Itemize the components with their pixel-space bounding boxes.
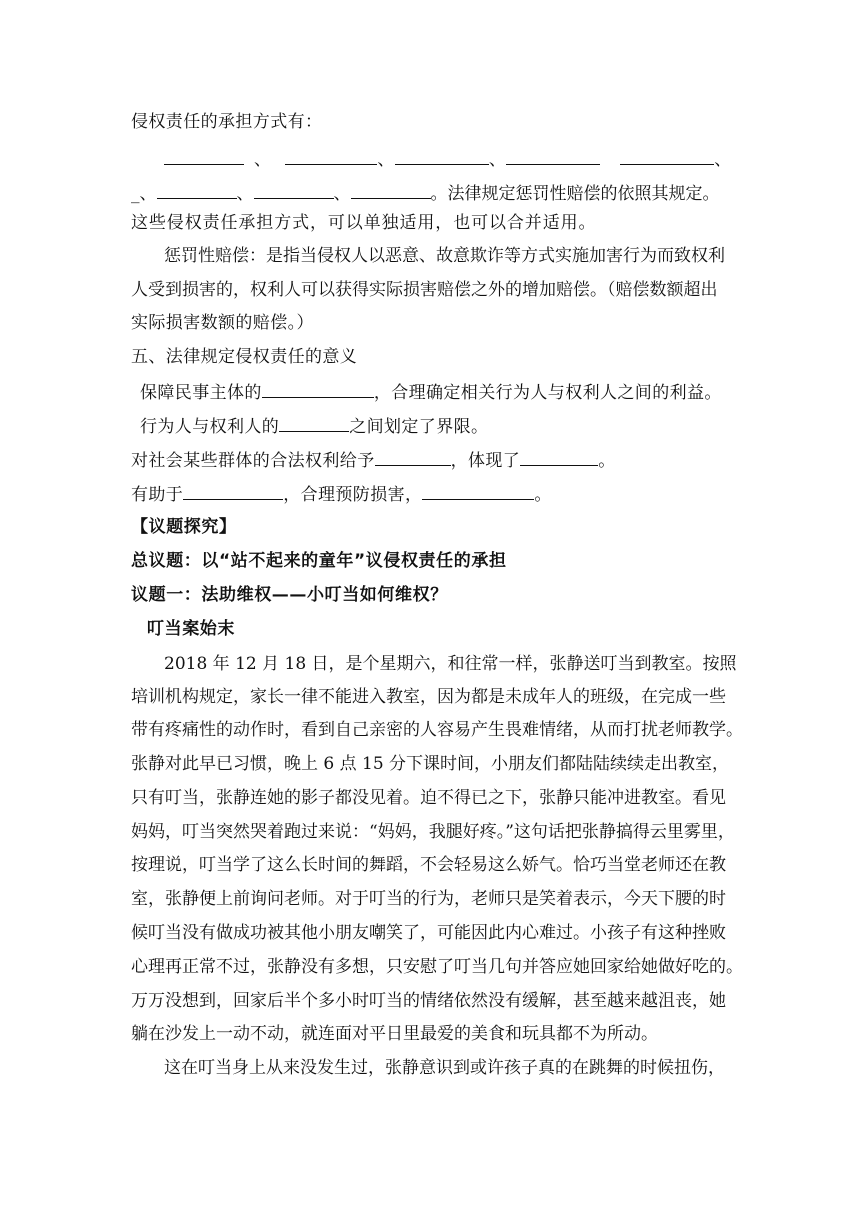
story-line: 2018 年 12 月 18 日，是个星期六，和往常一样，张静送叮当到教室。按照 [164,654,737,674]
item-text: 有助于 [131,485,184,505]
story-line: 只有叮当，张静连她的影子都没见着。迫不得已之下，张静只能冲进教室。看见 [131,788,726,808]
story-line: 培训机构规定，家长一律不能进入教室，因为都是未成年人的班级，在完成一些 [131,687,726,707]
punitive-definition-line-2: 人受到损害的，权利人可以获得实际损害赔偿之外的增加赔偿。（赔偿数额超出 [131,280,718,300]
inquiry-label: 【议题探究】 [131,517,237,537]
story-line: 心理再正常不过，张静没有多想，只安慰了叮当几句并答应她回家给她做好吃的。 [131,957,743,977]
item-text: 。 [598,451,616,471]
significance-item-3 [131,448,616,472]
answer-blank[interactable] [279,414,349,432]
item-text: ，合理确定相关行为人与权利人之间的利益。 [373,383,722,403]
story-line: 按理说，叮当学了这么长时间的舞蹈，不会轻易这么娇气。恰巧当堂老师还在教 [131,855,726,875]
answer-blank[interactable] [520,448,598,466]
fill-blank-row-1 [164,147,732,171]
story-line: 万万没想到，回家后半个多小时叮当的情绪依然没有缓解，甚至越来越沮丧，她 [131,991,726,1011]
story-line: 躺在沙发上一动不动，就连面对平日里最爱的美食和玩具都不为所动。 [131,1024,658,1044]
punitive-definition-line-3: 实际损害数额的赔偿。） [131,313,314,333]
separator: 、 [488,150,507,170]
significance-item-1 [140,380,722,404]
item-text: ，合理预防损害， [283,485,423,505]
answer-blank[interactable] [395,147,489,165]
separator: _、 [131,184,157,204]
separator: 、 [333,184,351,204]
separator: 、 [377,150,395,170]
answer-blank[interactable] [254,181,334,199]
story-line: 室，张静便上前询问老师。对于叮当的行为，老师只是笑着表示，今天下腰的时 [131,889,726,909]
significance-item-2 [140,414,488,438]
story-line: 带有疼痛性的动作时，看到自己亲密的人容易产生畏难情绪，从而打扰老师教学。 [131,720,743,740]
separator: 、 [714,150,732,170]
separator: 、 [236,184,254,204]
answer-blank[interactable] [506,147,600,165]
answer-blank[interactable] [285,147,377,165]
fill-blank-row-2 [131,181,720,205]
answer-blank[interactable] [375,448,451,466]
separator: 、 [254,150,272,170]
item-text: 对社会某些群体的合法权利给予 [131,451,375,471]
answer-blank[interactable] [620,147,714,165]
item-text: 之间划定了界限。 [349,417,489,437]
item-text: 保障民事主体的 [140,383,262,403]
answer-blank[interactable] [351,181,431,199]
main-topic: 总议题：以“站不起来的童年”议侵权责任的承担 [131,551,507,571]
item-text: 。 [534,485,552,505]
section-five-heading: 五、法律规定侵权责任的意义 [131,347,358,367]
story-line: 妈妈，叮当突然哭着跑过来说：“妈妈，我腿好疼。”这句话把张静搞得云里雾里， [131,822,735,842]
answer-blank[interactable] [262,380,374,398]
story-line: 张静对此早已习惯，晚上 6 点 15 分下课时间，小朋友们都陆陆续续走出教室， [131,754,730,774]
punitive-rule-text: 。法律规定惩罚性赔偿的依照其规定。 [430,184,720,204]
topic-one: 议题一：法助维权——小叮当如何维权？ [131,585,448,605]
punitive-definition-line-1: 惩罚性赔偿：是指当侵权人以恶意、故意欺诈等方式实施加害行为而致权利 [164,246,725,266]
answer-blank[interactable] [422,482,534,500]
item-text: 行为人与权利人的 [140,417,280,437]
story-line: 这在叮当身上从来没发生过，张静意识到或许孩子真的在跳舞的时候扭伤， [164,1058,725,1078]
answer-blank[interactable] [157,181,237,199]
liability-methods-heading: 侵权责任的承担方式有： [131,112,323,132]
answer-blank[interactable] [164,147,244,165]
item-text: ，体现了 [450,451,521,471]
combined-application-text: 这些侵权责任承担方式，可以单独适用，也可以合并适用。 [131,213,597,233]
case-title: 叮当案始末 [147,619,235,639]
answer-blank[interactable] [183,482,283,500]
story-line: 候叮当没有做成功被其他小朋友嘲笑了，可能因此内心难过。小孩子有这种挫败 [131,923,726,943]
significance-item-4 [131,482,552,506]
